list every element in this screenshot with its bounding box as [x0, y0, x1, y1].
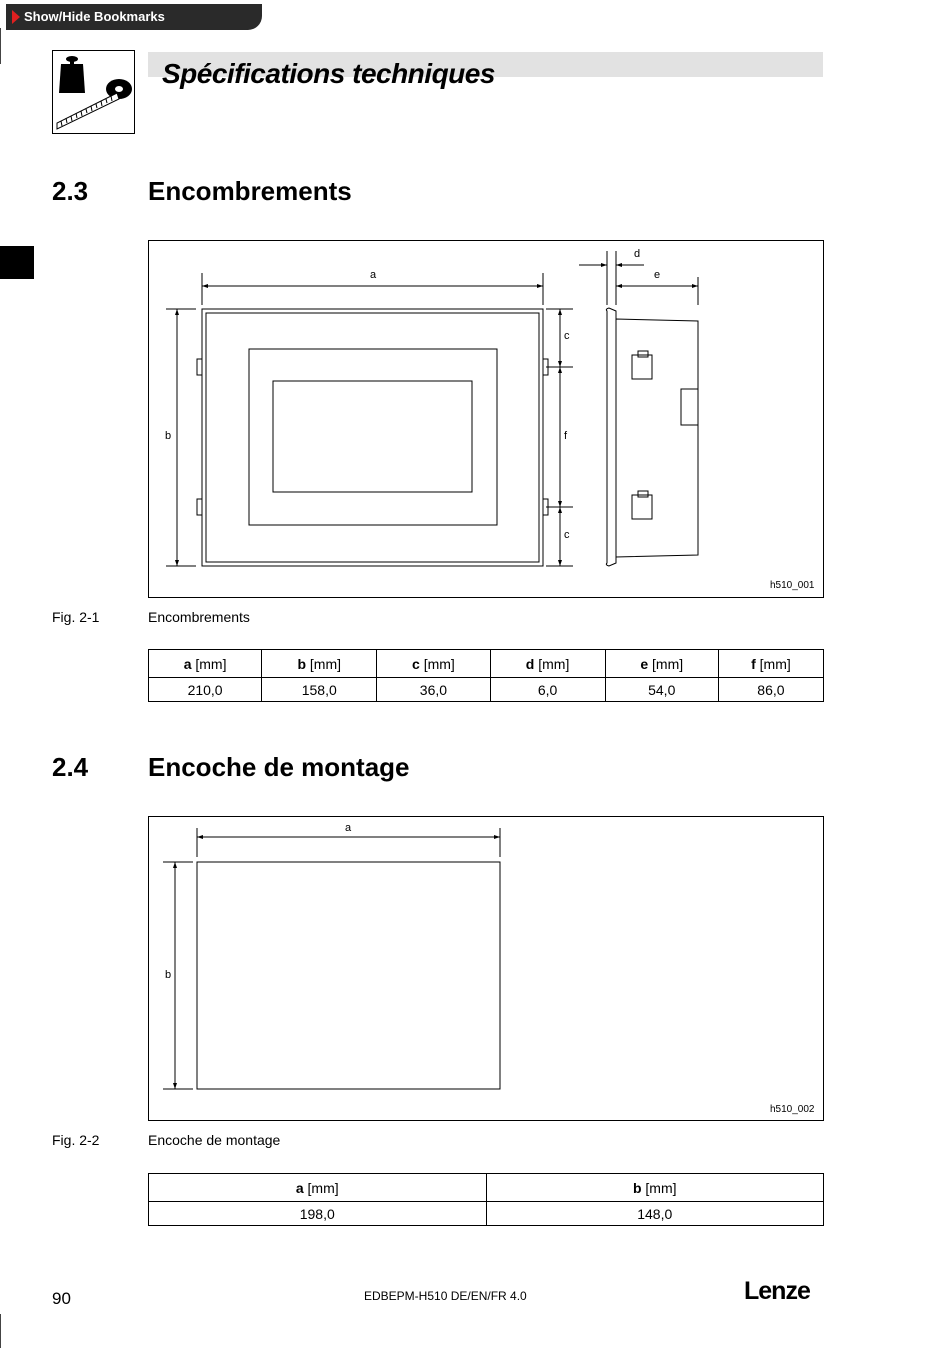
table-header-cell: b [mm]: [262, 650, 377, 678]
figure-caption-text: Encoche de montage: [148, 1132, 281, 1148]
table-row: [149, 1202, 824, 1226]
cutout-label-b: b: [165, 969, 172, 981]
dim-label-e: e: [654, 269, 661, 281]
dimensions-figure: [148, 240, 824, 598]
section-number: 2.3: [52, 176, 89, 206]
table-row: [149, 678, 824, 702]
dim-label-d: d: [634, 248, 641, 260]
table-cell: 148,0: [486, 1202, 824, 1226]
lenze-logo: Lenze: [744, 1277, 810, 1305]
table-cell: 6,0: [490, 678, 605, 702]
dim-label-f: f: [564, 430, 568, 442]
table-header-cell: a [mm]: [149, 1174, 487, 1202]
table-cell: 158,0: [262, 678, 377, 702]
table-cell: 36,0: [377, 678, 490, 702]
page-number: 90: [52, 1289, 71, 1308]
table-header-cell: e [mm]: [605, 650, 718, 678]
section-title: Encoche de montage: [148, 752, 410, 782]
document-id: EDBEPM-H510 DE/EN/FR 4.0: [364, 1289, 527, 1303]
dim-label-c-top: c: [564, 330, 570, 342]
table-cell: 210,0: [149, 678, 262, 702]
bookmark-label: Show/Hide Bookmarks: [24, 9, 165, 24]
section-title: Encombrements: [148, 176, 352, 206]
table-header-row: [149, 650, 824, 678]
dimensions-table: [148, 649, 824, 702]
mounting-cutout-figure: [148, 816, 824, 1121]
figure-caption-number: Fig. 2-2: [52, 1132, 100, 1148]
margin-rule-bottom: [0, 1314, 1, 1348]
section-number: 2.4: [52, 752, 89, 782]
dim-label-c-bottom: c: [564, 529, 570, 541]
table-header-cell: f [mm]: [718, 650, 823, 678]
table-header-cell: c [mm]: [377, 650, 490, 678]
dim-label-b: b: [165, 430, 172, 442]
chapter-marker: [0, 246, 34, 279]
cutout-table: [148, 1173, 824, 1226]
dim-label-a: a: [370, 269, 377, 281]
table-cell: 54,0: [605, 678, 718, 702]
table-header-row: [149, 1174, 824, 1202]
figure-caption-text: Encombrements: [148, 609, 250, 625]
table-header-cell: a [mm]: [149, 650, 262, 678]
margin-rule: [0, 28, 1, 64]
table-header-cell: b [mm]: [486, 1174, 824, 1202]
bookmark-arrow-icon: [12, 10, 20, 24]
table-header-cell: d [mm]: [490, 650, 605, 678]
figure-id: h510_001: [770, 580, 815, 591]
figure-id: h510_002: [770, 1104, 815, 1115]
cutout-label-a: a: [345, 822, 352, 834]
weight-and-measuring-tape-icon: [52, 50, 135, 134]
page-title: Spécifications techniques: [162, 58, 495, 89]
table-cell: 198,0: [149, 1202, 487, 1226]
figure-caption-number: Fig. 2-1: [52, 609, 100, 625]
table-cell: 86,0: [718, 678, 823, 702]
